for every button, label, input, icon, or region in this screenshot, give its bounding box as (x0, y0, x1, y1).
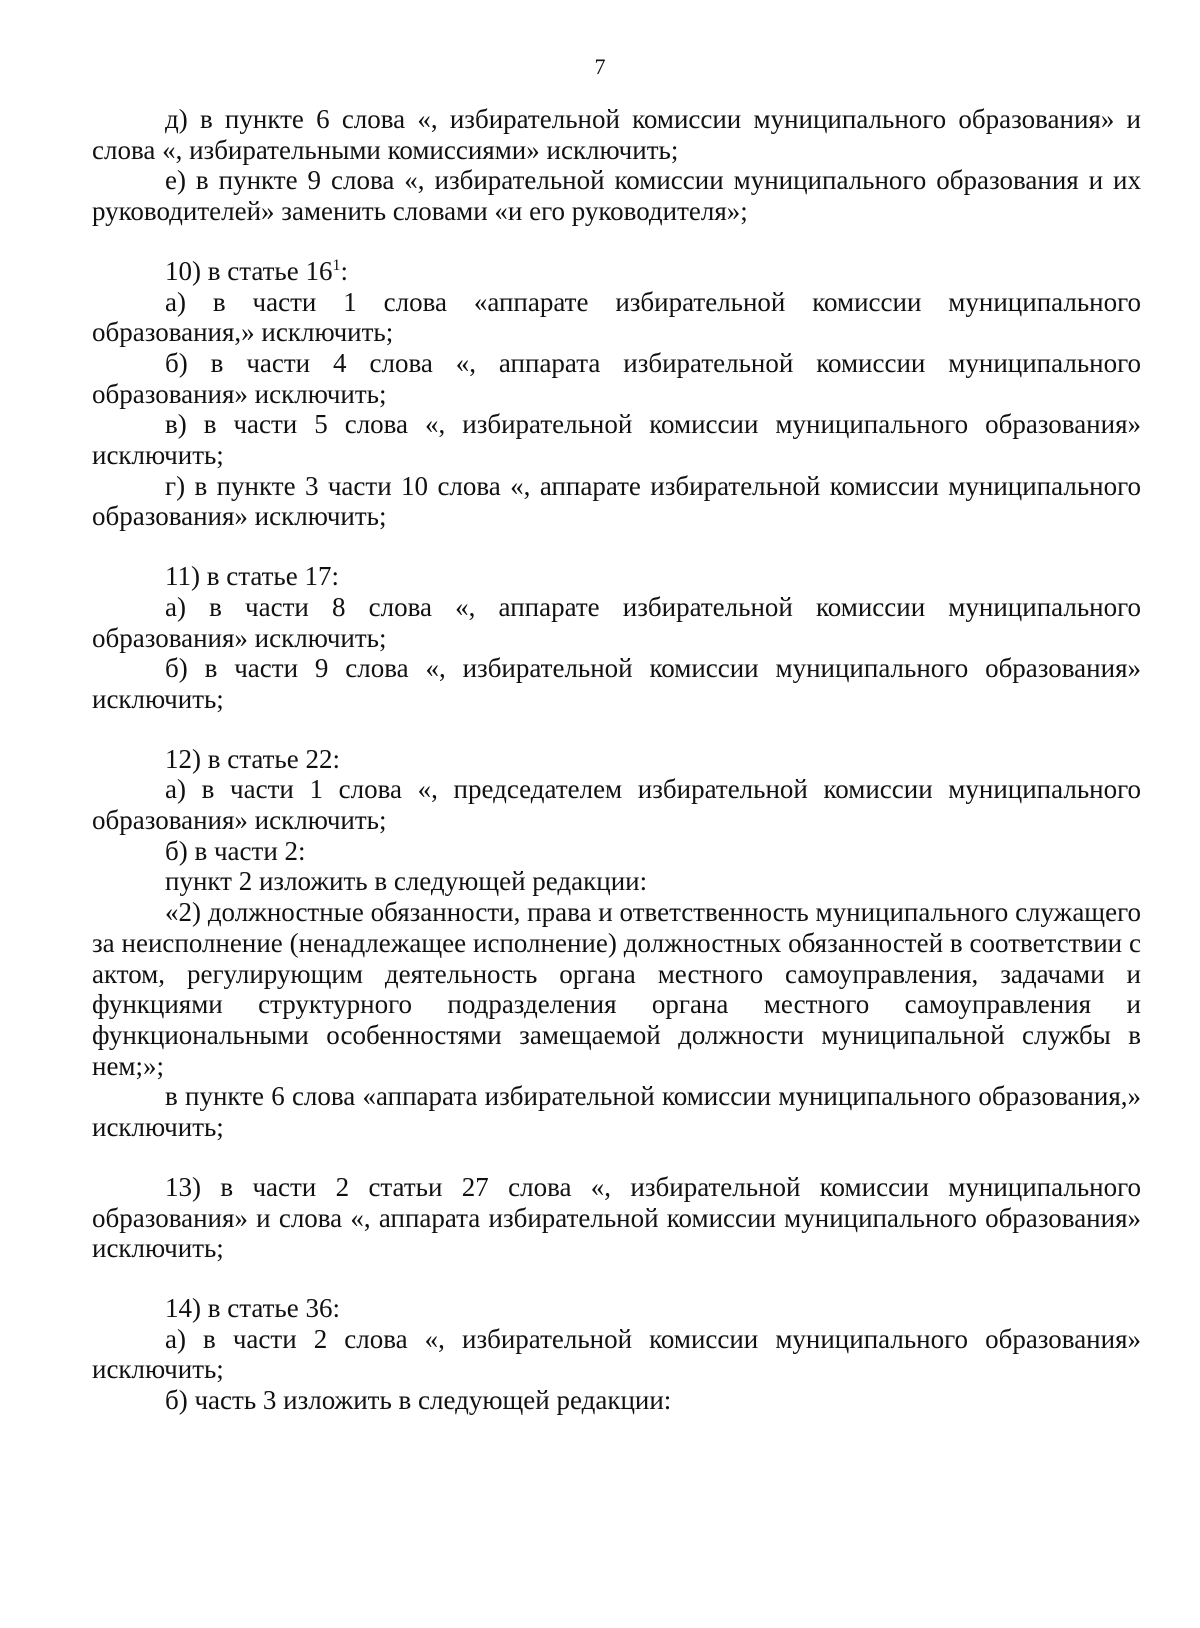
paragraph-14-a: а) в части 2 слова «, избирательной комиссии муниципального образования» исключить; (92, 1323, 1141, 1385)
paragraph-12-b-item-6: в пункте 6 слова «аппарата избирательной комиссии муниципального образования,» исключить; (92, 1081, 1141, 1143)
section-heading-10-tail: : (340, 255, 348, 286)
paragraph-10-v: в) в части 5 слова «, избирательной комиссии муниципального образования» исключить; (92, 409, 1141, 471)
paragraph-d-item-6: д) в пункте 6 слова «, избирательной комиссии муниципального образования» и слова «, избирательными комиссиями» исключить; (92, 104, 1141, 165)
paragraph-12-b-item-2: пункт 2 изложить в следующей редакции: (165, 866, 648, 897)
paragraph-12-a: а) в части 1 слова «, председателем избирательной комиссии муниципального образования» исключить; (92, 774, 1141, 836)
section-heading-12: 12) в статье 22: (165, 743, 340, 774)
paragraph-10-b: б) в части 4 слова «, аппарата избирательной комиссии муниципального образования» исключить; (92, 347, 1141, 409)
document-body (92, 104, 1141, 1416)
paragraph-10-a: а) в части 1 слова «аппарате избирательной комиссии муниципального образования,» исключить; (92, 286, 1141, 348)
section-heading-10-text: 10) в статье 16 (165, 255, 333, 286)
paragraph-12-b: б) в части 2: (165, 835, 306, 866)
section-heading-10 (92, 256, 1141, 287)
paragraph-e-item-9: е) в пункте 9 слова «, избирательной комиссии муниципального образования и их руководителей» заменить словами «и его руководителя»; (92, 165, 1141, 227)
paragraph-12-b-item-2-text: «2) должностные обязанности, права и ответственность муниципального служащего за неисполнение (ненадлежащее исполнение) должностных обязанностей в соответствии с актом, регулирующим деятельность органа местного самоуправления, задачами и функциями структурного подразделения органа местного самоуправления и функциональными особенностями замещаемой должности муниципальной службы в нем;»; (92, 897, 1141, 1081)
section-heading-11: 11) в статье 17: (165, 561, 339, 592)
paragraph-11-a: а) в части 8 слова «, аппарате избирательной комиссии муниципального образования» исключить; (92, 591, 1141, 653)
section-heading-14: 14) в статье 36: (165, 1292, 340, 1323)
paragraph-14-b: б) часть 3 изложить в следующей редакции: (165, 1385, 672, 1416)
page-number: 7 (594, 54, 606, 79)
paragraph-11-b: б) в части 9 слова «, избирательной комиссии муниципального образования» исключить; (92, 653, 1141, 714)
section-heading-10-superscript: 1 (332, 256, 341, 274)
section-heading-13: 13) в части 2 статьи 27 слова «, избирательной комиссии муниципального образования» и слова «, аппарата избирательной комиссии муниципального образования» исключить; (92, 1171, 1141, 1264)
paragraph-10-g: г) в пункте 3 части 10 слова «, аппарате избирательной комиссии муниципального образования» исключить; (92, 470, 1141, 532)
